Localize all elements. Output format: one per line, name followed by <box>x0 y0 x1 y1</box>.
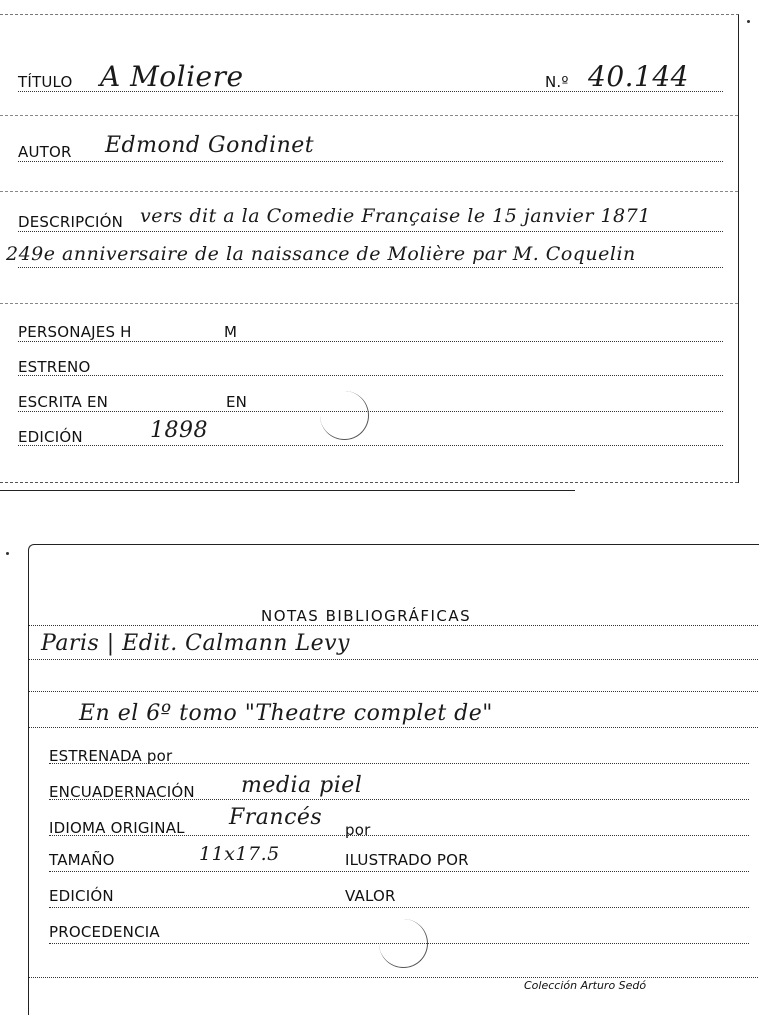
card-edge <box>0 490 575 491</box>
rule <box>49 871 749 872</box>
ilustrado-label: ILUSTRADO POR <box>345 851 469 869</box>
encuadernacion-value: media piel <box>241 773 363 798</box>
numero-value: 40.144 <box>588 60 689 93</box>
rule <box>18 375 723 376</box>
edicion-label: EDICIÓN <box>18 428 83 446</box>
titulo-label: TÍTULO <box>18 73 73 91</box>
descripcion-line-1: vers dit a la Comedie Française le 15 janvier 1871 <box>140 205 651 227</box>
numero-label: N.º <box>545 73 569 91</box>
autor-label: AUTOR <box>18 143 72 161</box>
idioma-por-label: por <box>345 821 371 839</box>
rule <box>18 161 723 162</box>
rule <box>18 445 723 446</box>
punch-hole <box>320 391 369 440</box>
notas-heading: NOTAS BIBLIOGRÁFICAS <box>261 607 472 625</box>
notas-line-2: En el 6º tomo "Theatre complet de" <box>79 701 493 726</box>
rule <box>0 191 738 192</box>
rule <box>29 691 759 692</box>
procedencia-label: PROCEDENCIA <box>49 923 160 941</box>
card-edge <box>0 482 738 483</box>
catalog-card-back <box>28 544 759 1015</box>
escrita-en-label: EN <box>226 393 248 411</box>
rule <box>18 411 723 412</box>
rule <box>29 977 759 978</box>
escrita-label: ESCRITA EN <box>18 393 109 411</box>
rule <box>18 267 723 268</box>
rule <box>49 907 749 908</box>
personajes-label: PERSONAJES H <box>18 323 132 341</box>
rule <box>0 303 738 304</box>
catalog-card-front <box>0 14 739 483</box>
encuadernacion-label: ENCUADERNACIÓN <box>49 783 195 801</box>
descripcion-label: DESCRIPCIÓN <box>18 213 124 231</box>
titulo-value: A Moliere <box>100 60 244 93</box>
rule <box>29 625 759 626</box>
estreno-label: ESTRENO <box>18 358 91 376</box>
rule <box>18 341 723 342</box>
speck <box>747 20 750 23</box>
punch-hole <box>379 919 428 968</box>
edicion-value: 1898 <box>150 418 208 443</box>
rule <box>0 115 738 116</box>
coleccion-stamp: Colección Arturo Sedó <box>524 979 647 992</box>
tamano-label: TAMAÑO <box>49 851 115 869</box>
tamano-value: 11x17.5 <box>199 843 280 865</box>
notas-line-1: Paris | Edit. Calmann Levy <box>41 631 350 656</box>
idioma-label: IDIOMA ORIGINAL <box>49 819 185 837</box>
valor-label: VALOR <box>345 887 396 905</box>
rule <box>18 231 723 232</box>
rule <box>29 659 759 660</box>
personajes-m-label: M <box>224 323 238 341</box>
rule <box>29 727 759 728</box>
speck <box>6 552 9 555</box>
descripcion-line-2: 249e anniversaire de la naissance de Molière par M. Coquelin <box>6 243 636 265</box>
estrenada-label: ESTRENADA por <box>49 747 173 765</box>
edicion-label-2: EDICIÓN <box>49 887 114 905</box>
autor-value: Edmond Gondinet <box>105 133 315 158</box>
idioma-value: Francés <box>229 805 323 830</box>
